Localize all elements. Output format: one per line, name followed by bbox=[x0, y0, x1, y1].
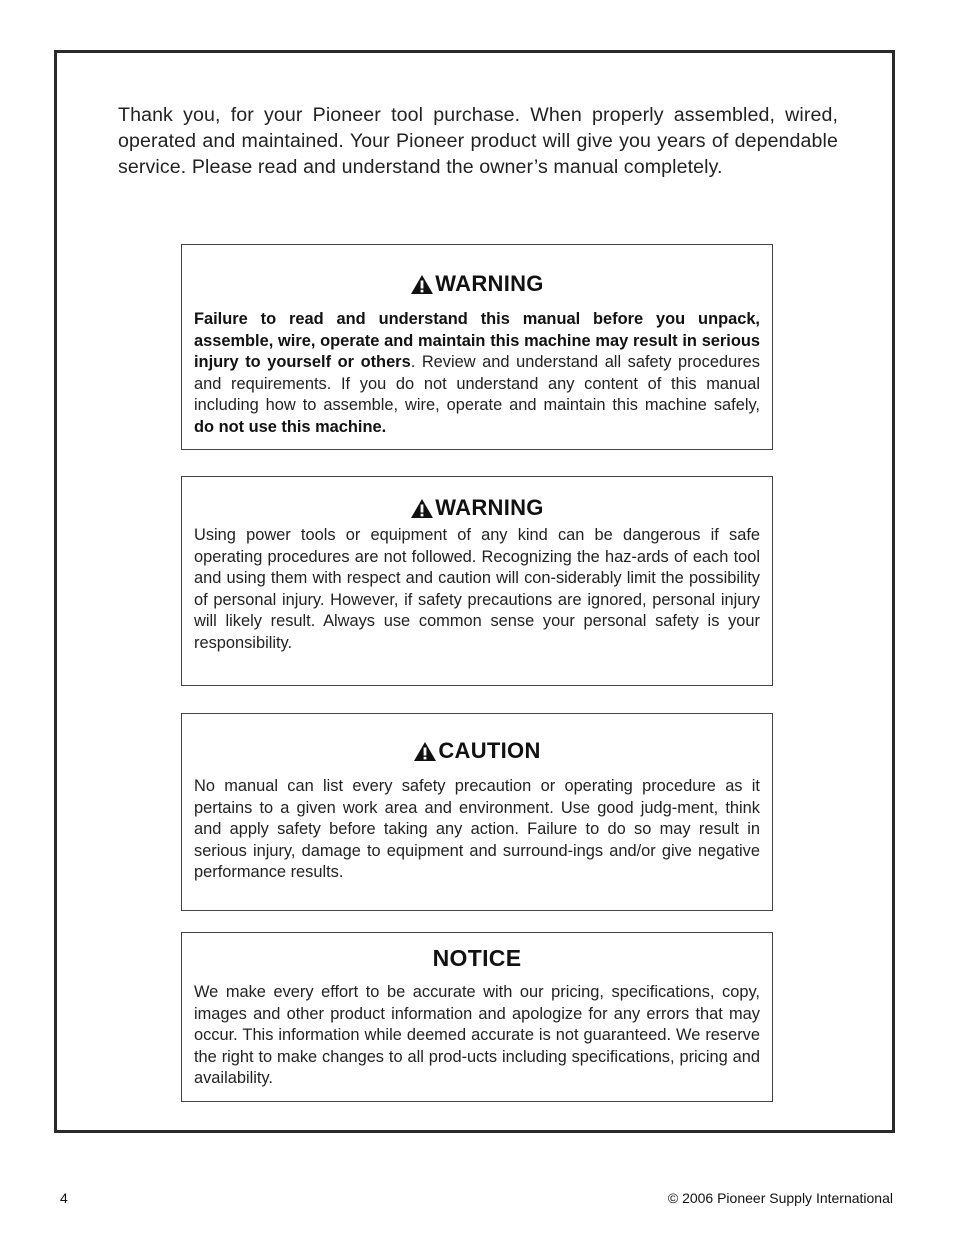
warning-text-2: Using power tools or equipment of any kind can be dangerous if safe operating procedures are not followed. Recognizing the haz-ards of each tool and using them with respect and caution will con-siderably limit the possibility of personal injury. However, if safety precautions are ignored, personal injury will likely result. Always use common sense your personal safety is your responsibility. bbox=[194, 526, 760, 652]
warning-heading-2 bbox=[194, 495, 760, 521]
page-number: 4 bbox=[60, 1190, 68, 1206]
intro-paragraph: Thank you, for your Pioneer tool purchase. When properly assembled, wired, operated and maintained. Your Pioneer product will give you years of dependable service. Please read and understand the owner’s manual completely. bbox=[118, 104, 838, 178]
caution-heading bbox=[194, 738, 760, 764]
notice-heading bbox=[194, 945, 760, 972]
warning-text-1 bbox=[194, 309, 760, 439]
warning-triangle-icon bbox=[410, 274, 434, 295]
warning-body-1: . Review and understand all safety procedures and requirements. If you do not understand any content of this manual including how to assemble, wire, operate and maintain this machine safely, bbox=[194, 353, 760, 415]
notice-title: NOTICE bbox=[432, 945, 522, 971]
warning-title-1: WARNING bbox=[435, 271, 544, 296]
notice-box bbox=[181, 932, 773, 1102]
warning-bold-1: Failure to read and understand this manual before you unpack, assemble, wire, operate and maintain this machine may result in serious injury to yourself or others bbox=[194, 310, 760, 372]
warning-triangle-icon bbox=[413, 741, 437, 762]
warning-box-2 bbox=[181, 476, 773, 686]
warning-triangle-icon bbox=[410, 498, 434, 519]
warning-bold-end-1: do not use this machine. bbox=[194, 417, 387, 436]
copyright-text: © 2006 Pioneer Supply International bbox=[667, 1190, 893, 1206]
warning-title-2: WARNING bbox=[435, 495, 544, 520]
warning-box-1 bbox=[181, 244, 773, 450]
caution-text: No manual can list every safety precaution or operating procedure as it pertains to a given work area and environment. Use good judg-ment, think and apply safety before taking any action. Failure to do so may result in serious injury, damage to equipment and surround-ings and/or give negative performance results. bbox=[194, 777, 760, 882]
caution-title: CAUTION bbox=[438, 738, 541, 763]
notice-text: We make every effort to be accurate with our pricing, specifications, copy, images and other product information and apologize for any errors that may occur. This information while deemed accurate is not guaranteed. We reserve the right to make changes to all prod-ucts including specifications, pricing and availability. bbox=[194, 983, 760, 1088]
warning-heading-1 bbox=[194, 271, 760, 297]
caution-box bbox=[181, 713, 773, 911]
